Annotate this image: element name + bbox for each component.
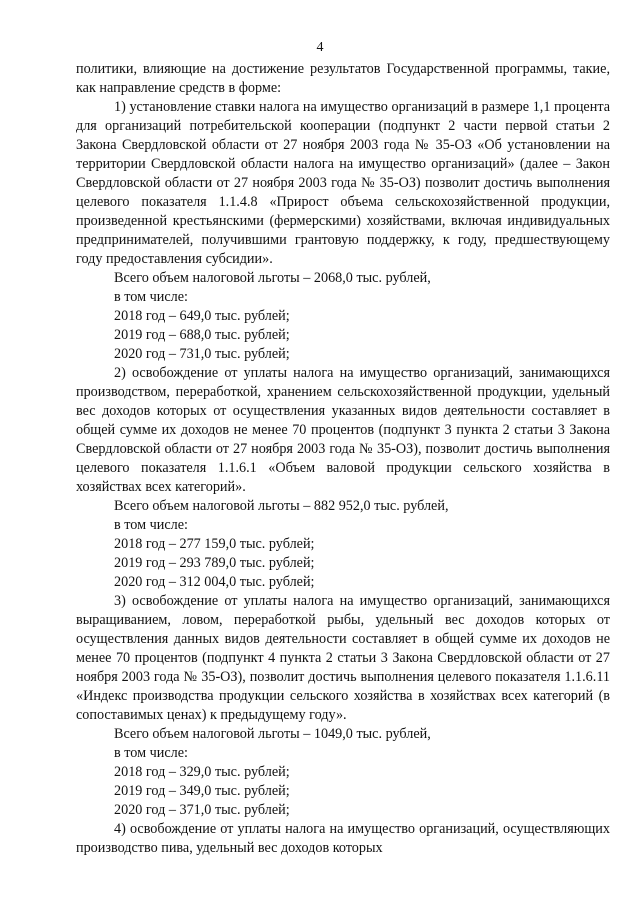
- including-line: в том числе:: [114, 745, 188, 761]
- year-2018-line: 2018 год – 277 159,0 тыс. рублей;: [114, 536, 315, 552]
- year-2020-line: 2020 год – 312 004,0 тыс. рублей;: [114, 574, 315, 590]
- paragraph-continuation: политики, влияющие на достижение результатов Государственной программы, такие, как направление средств в форме:: [76, 61, 610, 96]
- including-line: в том числе:: [114, 289, 188, 305]
- year-2019-line: 2019 год – 688,0 тыс. рублей;: [114, 327, 290, 343]
- including-line: в том числе:: [114, 517, 188, 533]
- item-3-paragraph: 3) освобождение от уплаты налога на имущество организаций, занимающихся выращиванием, ловом, переработкой рыбы, удельный вес доходов которых от осуществления данных видов деятельности составляет в общей сумме их доходов не менее 70 процентов (подпункт 4 пункта 2 статьи 3 Закона Свердловской области от 27 ноября 2003 года № 35-ОЗ), позволит достичь выполнения целевого показателя 1.1.6.11 «Индекс производства продукции сельского хозяйства в хозяйствах всех категорий (в сопоставимых ценах) к предыдущему году».: [76, 593, 610, 723]
- year-2019-line: 2019 год – 293 789,0 тыс. рублей;: [114, 555, 315, 571]
- total-benefit-line: Всего объем налоговой льготы – 2068,0 тыс. рублей,: [114, 270, 431, 286]
- page-number: 4: [316, 40, 324, 55]
- total-benefit-line: Всего объем налоговой льготы – 1049,0 тыс. рублей,: [114, 726, 431, 742]
- year-2020-line: 2020 год – 371,0 тыс. рублей;: [114, 802, 290, 818]
- item-4-paragraph: 4) освобождение от уплаты налога на имущество организаций, осуществляющих производство пива, удельный вес доходов которых: [76, 821, 610, 856]
- year-2018-line: 2018 год – 329,0 тыс. рублей;: [114, 764, 290, 780]
- item-1-paragraph: 1) установление ставки налога на имущество организаций в размере 1,1 процента для организаций потребительской кооперации (подпункт 2 части первой статьи 2 Закона Свердловской области от 27 ноября 2003 года № 35-ОЗ «Об установлении на территории Свердловской области налога на имущество организаций» (далее – Закон Свердловской области от 27 ноября 2003 года № 35-ОЗ) позволит достичь выполнения целевого показателя 1.1.4.8 «Прирост объема сельскохозяйственной продукции, произведенной крестьянскими (фермерскими) хозяйствами, включая индивидуальных предпринимателей, получившими грантовую поддержку, к году, предшествующему году предоставления субсидии».: [76, 99, 610, 267]
- item-2-paragraph: 2) освобождение от уплаты налога на имущество организаций, занимающихся производством, переработкой, хранением сельскохозяйственной продукции, удельный вес доходов которых от осуществления указанных видов деятельности составляет в общей сумме их доходов не менее 70 процентов (подпункт 3 пункта 2 статьи 3 Закона Свердловской области от 27 ноября 2003 года № 35-ОЗ), позволит достичь выполнения целевого показателя 1.1.6.1 «Объем валовой продукции сельского хозяйства в хозяйствах всех категорий».: [76, 365, 610, 495]
- total-benefit-line: Всего объем налоговой льготы – 882 952,0 тыс. рублей,: [114, 498, 449, 514]
- year-2020-line: 2020 год – 731,0 тыс. рублей;: [114, 346, 290, 362]
- year-2019-line: 2019 год – 349,0 тыс. рублей;: [114, 783, 290, 799]
- year-2018-line: 2018 год – 649,0 тыс. рублей;: [114, 308, 290, 324]
- document-body: [76, 60, 610, 858]
